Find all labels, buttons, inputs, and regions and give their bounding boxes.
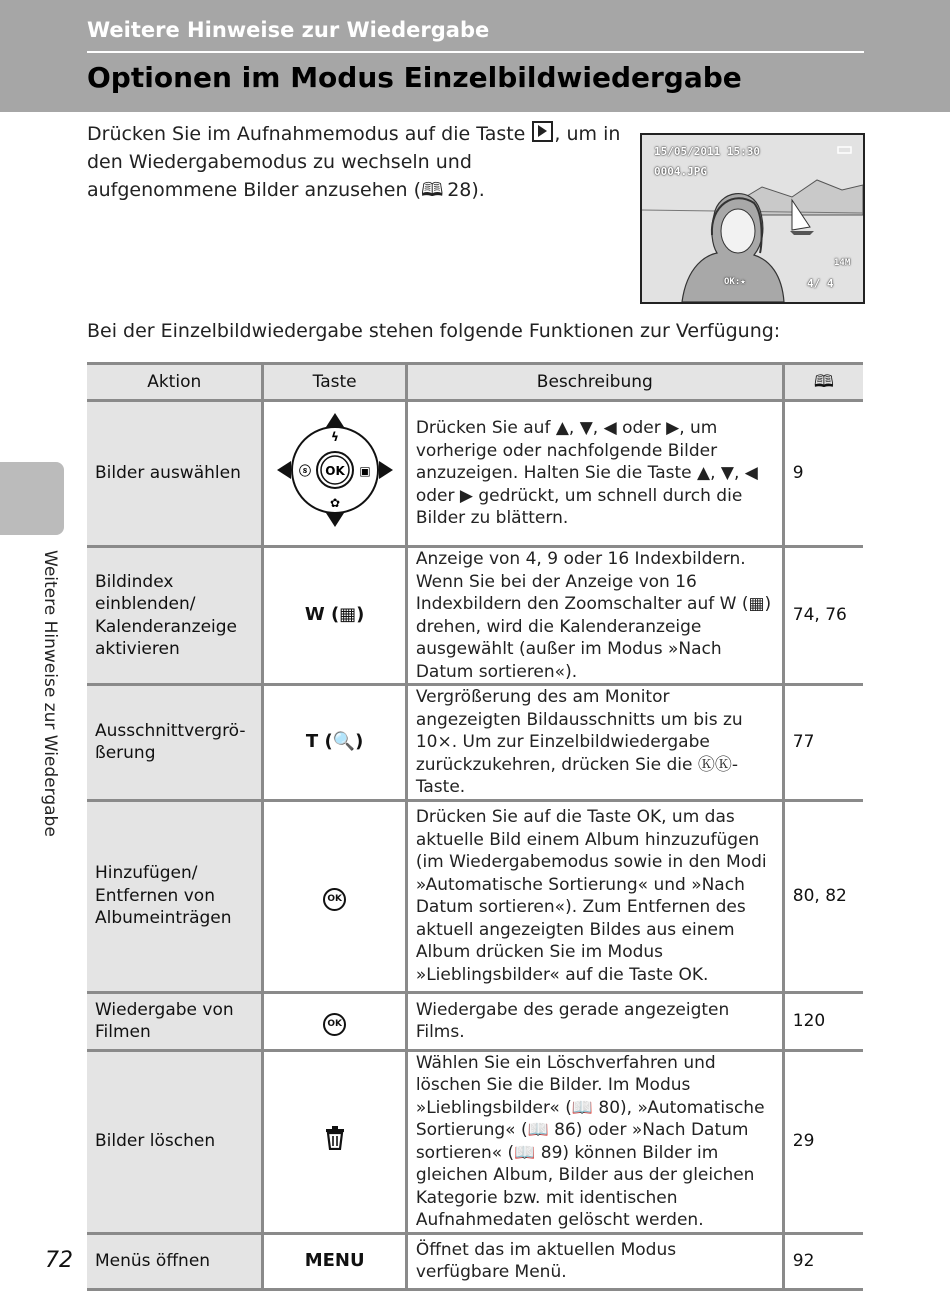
row-action: Bilder auswählen <box>87 401 263 547</box>
row-ref: 29 <box>783 1050 863 1233</box>
zoom-tele-key: T (🔍) <box>263 685 406 801</box>
multi-selector-icon <box>275 409 395 531</box>
row-ref: 9 <box>783 401 863 547</box>
table-row <box>87 800 863 992</box>
screen-datetime: 15/05/2011 15:30 <box>654 145 760 158</box>
menu-button-key: MENU <box>263 1233 406 1289</box>
intro-text-start: Drücken Sie im Aufnahmemodus auf die Taste <box>87 123 526 145</box>
row-action: Menüs öffnen <box>87 1233 263 1289</box>
page-number: 72 <box>45 1248 73 1273</box>
row-action: Bildindex einblenden/ Kalenderanzeige aktivieren <box>87 547 263 685</box>
row-description: Drücken Sie auf die Taste OK, um das aktuelle Bild einem Album hinzuzufügen (im Wiedergabemodus sowie in den Modi »Automatische Sortierung« und »Nach Datum sortieren«). Zum Entfernen des aktuell angezeigten Bildes aus einem Album drücken Sie im Modus »Lieblingsbilder« auf die Taste OK. <box>406 800 783 992</box>
chapter-tab <box>0 462 64 535</box>
col-header-action: Aktion <box>87 364 263 401</box>
chapter-side-label: Weitere Hinweise zur Wiedergabe <box>40 550 60 837</box>
lead-text: Bei der Einzelbildwiedergabe stehen folgende Funktionen zur Verfügung: <box>87 320 781 342</box>
intro-text-middle: , um in den Wiedergabemodus zu wechseln und aufgenommene Bilder anzusehen ( <box>87 123 621 201</box>
row-ref: 77 <box>783 685 863 801</box>
header-divider <box>87 51 864 53</box>
row-description: Wählen Sie ein Löschverfahren und löschen Sie die Bilder. Im Modus »Lieblingsbilder« (📖 80), »Automatische Sortierung« (📖 86) oder »Nach Datum sortieren« (📖 89) können Bilder im gleichen Album, Bilder aus der gleichen Kategorie bzw. mit identischen Aufnahmedaten gelöscht werden. <box>406 1050 783 1233</box>
ok-button-icon: OK <box>323 888 346 911</box>
table-row <box>87 401 863 547</box>
image-size-badge: 14M <box>834 258 851 268</box>
row-action: Ausschnittvergrö-ßerung <box>87 685 263 801</box>
ok-favorite-icon: OK:★ <box>724 277 746 287</box>
row-description: Vergrößerung des am Monitor angezeigten Bildausschnitts um bis zu 10×. Um zur Einzelbildwiedergabe zurückzukehren, drücken Sie die ⓀⓀ-Taste. <box>406 685 783 801</box>
row-key <box>263 401 406 547</box>
book-icon: 🕮 <box>420 179 444 201</box>
row-ref: 80, 82 <box>783 800 863 992</box>
row-ref: 74, 76 <box>783 547 863 685</box>
row-action: Bilder löschen <box>87 1050 263 1233</box>
svg-text:ϟ: ϟ <box>330 430 339 445</box>
col-header-key: Taste <box>263 364 406 401</box>
table-row <box>87 1233 863 1289</box>
section-title: Weitere Hinweise zur Wiedergabe <box>87 18 490 42</box>
row-description: Wiedergabe des gerade angezeigten Films. <box>406 992 783 1050</box>
row-key <box>263 800 406 992</box>
ok-button-icon: OK <box>323 1013 346 1036</box>
page-title: Optionen im Modus Einzelbildwiedergabe <box>87 61 742 94</box>
row-description: Anzeige von 4, 9 oder 16 Indexbildern. Wenn Sie bei der Anzeige von 16 Indexbildern den Zoomschalter auf W (▦) drehen, wird die Kalenderanzeige ausgewählt (außer im Modus »Nach Datum sortieren«). <box>406 547 783 685</box>
col-header-ref <box>783 364 863 401</box>
svg-text:ⓢ: ⓢ <box>298 464 311 479</box>
row-description: Drücken Sie auf ▲, ▼, ◀ oder ▶, um vorherige oder nachfolgende Bilder anzuzeigen. Halten Sie die Taste ▲, ▼, ◀ oder ▶ gedrückt, um schnell durch die Bilder zu blättern. <box>406 401 783 547</box>
row-key <box>263 1050 406 1233</box>
table-row <box>87 547 863 685</box>
intro-ref-page: 28 <box>447 179 472 201</box>
screen-counter: 4/ 4 <box>807 277 834 290</box>
trash-icon <box>325 1126 345 1150</box>
camera-monitor-illustration <box>640 133 865 304</box>
intro-paragraph <box>87 120 622 204</box>
intro-text-end: ). <box>471 179 485 201</box>
screen-filename: 0004.JPG <box>654 165 707 178</box>
book-icon: 🕮 <box>813 371 834 392</box>
table-row <box>87 1050 863 1233</box>
functions-table <box>87 362 863 1291</box>
svg-text:▣: ▣ <box>358 464 371 479</box>
playback-button-icon <box>532 121 553 142</box>
row-ref: 92 <box>783 1233 863 1289</box>
svg-text:OK: OK <box>324 464 345 479</box>
col-header-desc: Beschreibung <box>406 364 783 401</box>
zoom-wide-index-key: W (▦) <box>263 547 406 685</box>
table-header-row <box>87 364 863 401</box>
row-description: Öffnet das im aktuellen Modus verfügbare Menü. <box>406 1233 783 1289</box>
table-row <box>87 992 863 1050</box>
svg-text:✿: ✿ <box>329 496 340 511</box>
table-row <box>87 685 863 801</box>
row-action: Wiedergabe von Filmen <box>87 992 263 1050</box>
page-header <box>0 0 950 112</box>
row-key <box>263 992 406 1050</box>
row-ref: 120 <box>783 992 863 1050</box>
row-action: Hinzufügen/ Entfernen von Albumeinträgen <box>87 800 263 992</box>
